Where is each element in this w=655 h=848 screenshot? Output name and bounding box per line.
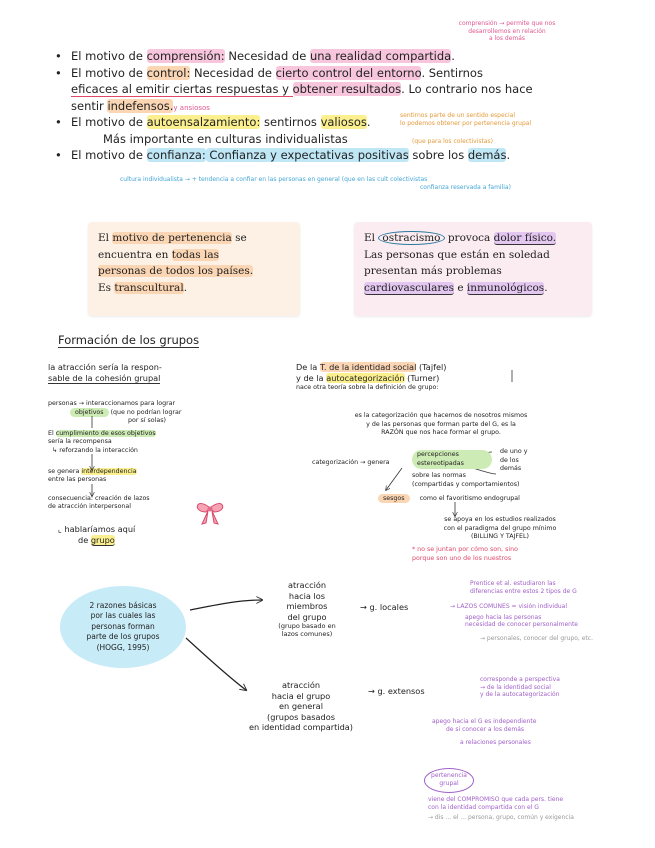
text: 2 razones básicas <box>89 600 157 610</box>
top-annotation-line: desarrollemos en relación <box>468 27 546 35</box>
text: demás <box>500 465 522 473</box>
top-annotation-line: comprensión → permite que nos <box>458 20 556 27</box>
text: nace otra teoría sobre la definición de grupo: <box>296 384 439 391</box>
text: e <box>454 281 467 294</box>
self-others-text <box>500 448 527 474</box>
branch-attraction-group <box>236 680 366 733</box>
text: provoca <box>444 232 494 244</box>
card-line <box>98 280 290 297</box>
keyword: control: <box>146 65 191 80</box>
text: → dis ... el ... persona, grupo, común y exigencia <box>428 814 574 821</box>
motive-control-line2 <box>55 81 585 98</box>
highlight: motivo de pertenencia <box>112 232 232 244</box>
text: hacia los <box>288 590 326 601</box>
keyword: autoensalzamiento: <box>146 115 261 129</box>
text: → LAZOS COMUNES = <box>450 603 517 610</box>
ostracismo-card <box>354 222 592 316</box>
card-line <box>98 230 290 247</box>
text: es la categorización que hacemos de nosotros mismos <box>354 412 528 419</box>
motives-list <box>55 48 585 164</box>
text: (BILLING Y TAJFEL) <box>470 533 530 541</box>
text: diferencias entre estos 2 tipos de G <box>470 587 577 595</box>
text: El <box>48 429 56 437</box>
text: encuentra en <box>98 248 172 261</box>
collectivist-annotation: (que para los colectivistas) <box>412 138 493 145</box>
text: atracción <box>287 580 327 590</box>
text: personas forman <box>91 621 155 631</box>
highlight: interdependencia <box>81 467 137 475</box>
text: se apoya en los estudios realizados <box>444 516 556 523</box>
text: Necesidad de <box>190 65 276 80</box>
text: → de la identidad social <box>480 683 551 691</box>
text: de si conocer a los demás <box>446 725 525 733</box>
text: sobre los <box>408 148 468 162</box>
text: se genera <box>48 467 82 475</box>
text: (grupos basados <box>267 711 335 722</box>
text: De la <box>296 362 320 372</box>
text: visión <box>518 603 536 610</box>
text: y de las personas que forman parte del G, es la <box>366 420 516 428</box>
text: RAZÓN que nos hace formar el grupo. <box>381 429 501 437</box>
text: El motivo de <box>71 65 147 80</box>
highlight: personas de todos los países. <box>98 265 254 277</box>
text: grupal <box>439 779 459 787</box>
motive-autoensalzamiento-line2: Más importante en culturas individualistas <box>103 131 348 146</box>
motive-confianza <box>55 147 585 164</box>
text: El motivo de <box>71 49 147 63</box>
bias-row <box>378 495 520 504</box>
perceptions-badge <box>412 450 492 469</box>
highlight: obtener resultados <box>292 82 402 96</box>
minimal-group-text <box>400 516 600 542</box>
text: sable de la cohesión grupal <box>48 372 161 383</box>
text: viene del COMPROMISO que cada pers. tiene <box>428 796 564 803</box>
text: El <box>364 232 379 244</box>
annotation-line: cultura individualista → + tendencia a confiar en las personas en general (que en las cult colectivistas <box>120 176 428 183</box>
text: eficaces al emitir ciertas respuestas y <box>71 82 293 96</box>
right-heading <box>296 362 596 394</box>
text: la atracción sería la respon- <box>48 362 162 372</box>
text: entre las personas <box>48 476 107 484</box>
text: miembros <box>286 601 328 611</box>
text: de atracción interpersonal <box>48 503 132 511</box>
top-annotation-line: a los demás <box>488 35 526 42</box>
highlight: dolor físico. <box>493 232 557 244</box>
circled-word: ostracismo <box>378 231 444 245</box>
motive-comprension <box>55 48 585 65</box>
highlight: T. de la identidad social <box>319 362 417 372</box>
card-line <box>98 263 290 280</box>
text: corresponde a perspectiva <box>480 676 560 683</box>
text: (grupo basado en <box>278 622 336 630</box>
text: Prentice et al. estudiaron las <box>470 580 556 587</box>
text: de <box>78 534 91 545</box>
text: sentir <box>71 98 108 113</box>
annotation-line: sentirnos parte de un sentido especial <box>400 112 515 119</box>
commitment-note <box>428 796 638 822</box>
prentice-note <box>470 580 620 595</box>
text: ⌞ hablaríamos aquí <box>58 524 136 534</box>
annotation: y ansiosos <box>173 103 210 112</box>
highlight: Confianza y expectativas positivas <box>205 148 409 162</box>
circle-text <box>87 601 160 654</box>
text: lazos comunes) <box>281 630 333 638</box>
text: * no se juntan por cómo son, sino <box>412 546 518 553</box>
text: en identidad compartida) <box>249 722 353 732</box>
highlight: todas las <box>171 248 220 261</box>
highlight: transcultural <box>114 281 184 294</box>
section-title: Formación de los grupos <box>58 333 200 347</box>
keyword: confianza: <box>146 148 206 162</box>
text: estereotipadas <box>417 459 464 467</box>
card-line <box>364 280 582 297</box>
local-groups-note <box>450 603 630 642</box>
text: y de la autocategorización <box>480 691 560 698</box>
text: . Sentirnos <box>421 65 483 80</box>
categorization-text: categorización → genera <box>312 459 390 466</box>
highlight: valiosos <box>320 115 367 129</box>
autoensalzamiento-annotation <box>400 112 600 127</box>
annotation-line: confianza reservada a familia) <box>420 183 511 191</box>
grupo-note <box>58 524 178 545</box>
text: . <box>183 281 188 294</box>
text: apego hacia el G es independiente <box>432 718 537 725</box>
text: parte de los grupos <box>86 632 160 642</box>
text: porque son uno de los nuestros <box>412 554 512 562</box>
keyword: indefensos. <box>107 98 174 113</box>
bias-badge: sesgos <box>378 494 410 503</box>
text: Es <box>98 281 115 294</box>
text: El motivo de <box>71 148 147 162</box>
text: . <box>506 148 511 162</box>
local-groups-label: → g. locales <box>360 602 409 612</box>
branch-attraction-members <box>262 580 352 638</box>
pertenencia-bubble <box>424 768 474 793</box>
left-notes <box>48 400 248 512</box>
text: como el favoritismo endogrupal <box>419 495 520 502</box>
text: sobre las normas <box>412 472 466 479</box>
text: atracción <box>281 680 321 690</box>
text: apego hacia las personas <box>465 613 542 621</box>
text: (que no podrían lograr <box>110 408 182 416</box>
text: en general <box>279 701 323 711</box>
left-heading <box>48 362 228 384</box>
text: (compartidas y comportamientos) <box>412 480 520 488</box>
highlight: cierto control del entorno <box>275 65 422 80</box>
definition-text <box>306 412 576 438</box>
text: con la identidad compartida con el G <box>428 803 539 811</box>
text: consecuencia: creación de lazos <box>48 494 150 502</box>
text: necesidad de conocer personalmente <box>465 621 578 628</box>
norms-text <box>412 472 519 489</box>
text: del grupo <box>287 611 327 622</box>
card-line: Las personas que están en soledad <box>364 248 550 261</box>
red-note <box>412 546 518 563</box>
text: sería la recompensa <box>48 438 112 446</box>
text: (HOGG, 1995) <box>96 642 150 652</box>
keyword: comprensión: <box>146 49 225 63</box>
text: de los <box>500 456 519 464</box>
annotation-line: lo podemos obtener por pertenencia grupal <box>400 119 532 127</box>
card-line: presentan más problemas <box>364 265 502 277</box>
text: de uno y <box>500 448 528 455</box>
motive-control <box>55 65 585 82</box>
text: por las cuales las <box>90 611 156 621</box>
text: pertenencia <box>431 772 467 779</box>
text: → personales, conocer del grupo, etc. <box>480 634 593 642</box>
top-annotation <box>432 20 582 43</box>
highlight: cardiovasculares <box>364 281 455 294</box>
card-line <box>98 247 290 264</box>
text: El motivo de <box>71 115 147 129</box>
text: . <box>544 281 548 294</box>
text: se <box>231 232 247 244</box>
highlight: cumplimiento de esos objetivos <box>55 429 156 437</box>
text: por sí solas) <box>128 417 166 425</box>
text: sentirnos <box>260 115 321 129</box>
highlight: una realidad compartida <box>309 49 452 63</box>
text: individual <box>537 603 568 610</box>
highlight: demás <box>467 148 507 162</box>
card-line <box>364 230 582 247</box>
text: a relaciones personales <box>460 739 531 746</box>
extended-groups-label: → g. extensos <box>368 686 425 696</box>
highlight: inmunológicos <box>466 281 545 294</box>
text: . Lo contrario nos hace <box>401 82 533 96</box>
pertenencia-card <box>88 222 300 316</box>
extended-groups-note <box>480 676 640 699</box>
text: hacia el grupo <box>271 690 331 701</box>
confianza-annotation <box>120 176 620 191</box>
text: percepciones <box>417 451 459 458</box>
text: Necesidad de <box>224 49 310 63</box>
reasons-circle <box>60 586 186 668</box>
text: (Turner) <box>404 372 440 383</box>
highlight: autocategorización <box>326 372 405 383</box>
text: personas → interaccionamos para lograr <box>48 400 176 407</box>
extended-groups-note-2 <box>432 718 632 747</box>
highlight: grupo <box>90 534 115 545</box>
text: y de la <box>296 372 327 383</box>
text: . <box>366 115 371 129</box>
text: . <box>451 49 455 63</box>
text: con el paradigma del grupo mínimo <box>443 524 557 532</box>
text: ↳ reforzando la interacción <box>52 446 138 454</box>
highlight: objetivos <box>70 408 109 417</box>
text: El <box>98 232 113 244</box>
text: (Tajfel) <box>416 362 447 372</box>
